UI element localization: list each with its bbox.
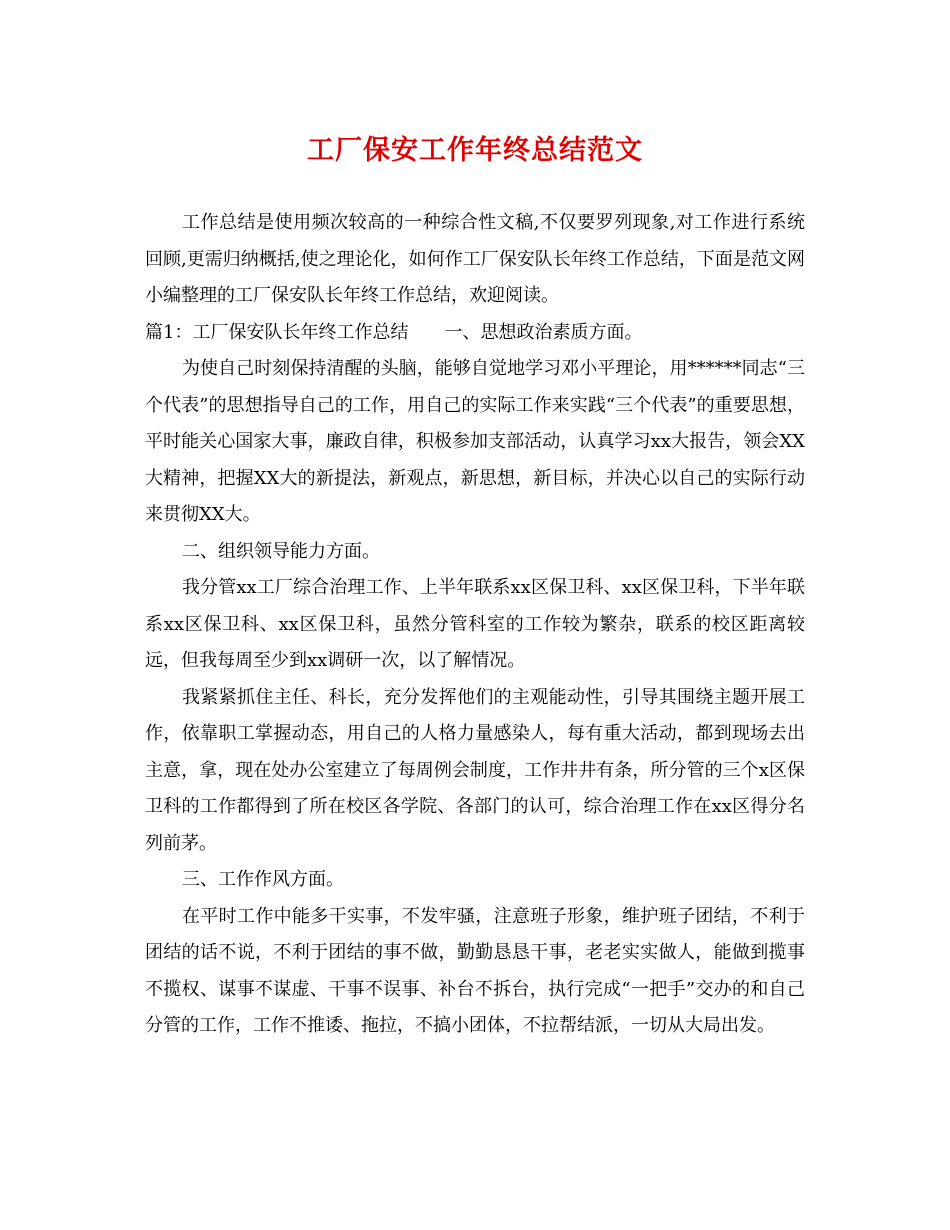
section-heading-chapter-1: 篇1：工厂保安队长年终工作总结 一、思想政治素质方面。	[145, 321, 643, 343]
intro-paragraph: 工作总结是使用频次较高的一种综合性文稿,不仅要罗列现象,对工作进行系统回顾,更需归纳概括,使之理论化，如何作工厂保安队长年终工作总结，下面是范文网小编整理的工厂保安队长年终工作总结，欢迎阅读。	[145, 212, 805, 306]
body-paragraph: 我分管xx工厂综合治理工作、上半年联系xx区保卫科、xx区保卫科，下半年联系xx区保卫科、xx区保卫科，虽然分管科室的工作较为繁杂，联系的校区距离较远，但我每周至少到xx调研一次，以了解情况。	[145, 577, 805, 671]
body-paragraph: 我紧紧抓住主任、科长，充分发挥他们的主观能动性，引导其围绕主题开展工作，依靠职工掌握动态，用自己的人格力量感染人，每有重大活动，都到现场去出主意，拿，现在处办公室建立了每周例会制度，工作井井有条，所分管的三个x区保卫科的工作都得到了所在校区各学院、各部门的认可，综合治理工作在xx区得分名列前茅。	[145, 686, 805, 854]
document-title: 工厂保安工作年终总结范文	[307, 135, 643, 166]
document-body	[145, 205, 805, 1045]
section-heading: 二、组织领导能力方面。	[182, 540, 380, 562]
body-paragraph: 在平时工作中能多干实事，不发牢骚，注意班子形象，维护班子团结，不利于团结的话不说，不利于团结的事不做，勤勤恳恳干事，老老实实做人，能做到揽事不揽权、谋事不谋虚、干事不误事、补台不拆台，执行完成“一把手”交办的和自己分管的工作，工作不推诿、拖拉，不搞小团体，不拉帮结派，一切从大局出发。	[145, 905, 805, 1036]
section-heading: 三、工作作风方面。	[182, 869, 344, 890]
body-paragraph: 为使自己时刻保持清醒的头脑，能够自觉地学习邓小平理论，用******同志“三个代表”的思想指导自己的工作，用自己的实际工作来实践“三个代表”的重要思想，平时能关心国家大事，廉政自律，积极参加支部活动，认真学习xx大报告，领会XX大精神，把握XX大的新提法，新观点，新思想，新目标，并决心以自己的实际行动来贯彻XX大。	[145, 358, 805, 525]
